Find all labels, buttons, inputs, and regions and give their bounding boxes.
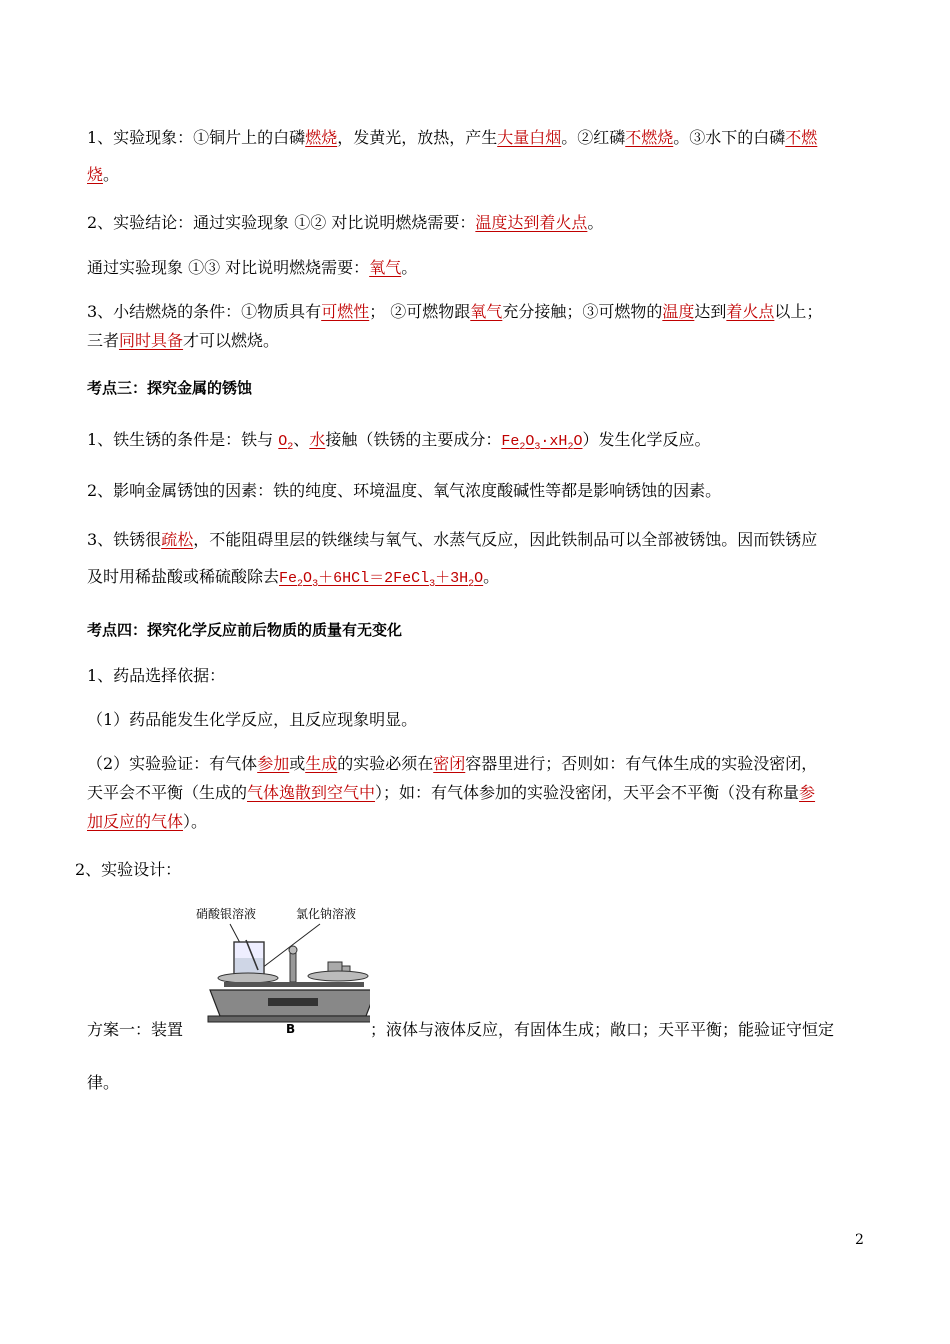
answer: 密闭 — [433, 754, 466, 773]
text: 3、小结燃烧的条件：①物质具有 — [87, 302, 322, 321]
rust-formula: $Fe_2O_3\cdot xH_2O$ — [501, 433, 583, 453]
answer: $O_2$ — [278, 433, 294, 453]
answer: 燃烧 — [305, 128, 338, 147]
s4-line-3 — [87, 754, 817, 774]
section-heading-3: 考点三：探究金属的锈蚀 — [87, 379, 253, 397]
s1-line-6 — [87, 331, 279, 351]
s4-line-6: 2、实验设计： — [75, 860, 182, 879]
answer: 疏松 — [161, 530, 194, 549]
text: ；液体与液体反应，有固体生成；敞口；天平平衡；能验证守恒定 — [370, 1020, 835, 1039]
s4-line-7-left — [87, 1020, 183, 1040]
answer: 气体逸散到空气中 — [247, 783, 376, 802]
figure-label-silver-nitrate: 硝酸银溶液 — [196, 907, 257, 921]
answer: 着火点 — [726, 302, 775, 321]
answer: 同时具备 — [119, 331, 184, 350]
s4-line-1: 1、药品选择依据： — [87, 666, 226, 685]
text: 。 — [587, 213, 604, 232]
text: ； ②可燃物跟 — [369, 302, 471, 321]
text: ）发生化学反应。 — [582, 430, 711, 449]
text: 3、铁锈很 — [87, 530, 162, 549]
section-heading-4: 考点四：探究化学反应前后物质的质量有无变化 — [87, 621, 403, 639]
s1-line-4 — [87, 258, 417, 278]
answer: 可燃性 — [321, 302, 370, 321]
s4-line-4 — [87, 783, 815, 803]
balance-illustration — [190, 920, 370, 1040]
page-number: 2 — [855, 1232, 864, 1248]
text: ）。 — [183, 812, 208, 831]
answer: 参加 — [257, 754, 290, 773]
answer: 温度 — [662, 302, 695, 321]
s4-line-7-right — [370, 1020, 834, 1040]
text: 接触（铁锈的主要成分： — [325, 430, 502, 449]
answer: 水 — [309, 430, 326, 449]
text: 1、铁生锈的条件是：铁与 — [87, 430, 279, 449]
text: ，发黄光，放热，产生 — [337, 128, 498, 147]
text: 才可以燃烧。 — [183, 331, 280, 350]
text: 容器里进行；否则如：有气体生成的实验没密闭， — [465, 754, 818, 773]
text: ，不能阻碍里层的铁继续与氧气、水蒸气反应，因此铁制品可以全部被锈蚀。因而铁锈应 — [193, 530, 818, 549]
s4-line-8: 律。 — [87, 1073, 120, 1092]
rust-removal-equation: $Fe_2O_3+6HCl=2FeCl_3+3H_2O$ — [279, 570, 484, 590]
balance-figure — [190, 900, 370, 1040]
text: 。 — [401, 258, 418, 277]
answer: 烧 — [87, 165, 104, 184]
text: 。 — [103, 165, 120, 184]
s1-line-3 — [87, 213, 603, 233]
text: 2、实验结论：通过实验现象 ①② 对比说明燃烧需要： — [87, 213, 476, 232]
text: 以上； — [774, 302, 823, 321]
text: 及时用稀盐酸或稀硫酸除去 — [87, 567, 280, 586]
text: 或 — [289, 754, 306, 773]
answer: 氧气 — [470, 302, 503, 321]
answer: 不燃 — [785, 128, 818, 147]
s4-line-2: （1）药品能发生化学反应，且反应现象明显。 — [87, 710, 418, 729]
text: （2）实验验证：有气体 — [87, 754, 258, 773]
figure-label-b: B — [286, 1022, 296, 1036]
s1-line-2 — [87, 165, 119, 185]
answer: 生成 — [305, 754, 338, 773]
answer: 加反应的气体 — [87, 812, 184, 831]
answer: 大量白烟 — [497, 128, 562, 147]
figure-label-sodium-chloride: 氯化钠溶液 — [296, 907, 357, 921]
s4-line-5 — [87, 812, 207, 832]
text: 达到 — [694, 302, 727, 321]
text: 三者 — [87, 331, 120, 350]
s1-line-5 — [87, 302, 822, 322]
text: 。③水下的白磷 — [673, 128, 786, 147]
text: 。 — [483, 567, 500, 586]
answer: 不燃烧 — [625, 128, 674, 147]
s3-line-1 — [87, 430, 710, 452]
answer: 温度达到着火点 — [475, 213, 588, 232]
text: 通过实验现象 ①③ 对比说明燃烧需要： — [87, 258, 370, 277]
s3-line-3 — [87, 530, 817, 550]
answer: 氧气 — [369, 258, 402, 277]
answer: 参 — [799, 783, 816, 802]
text: ）；如：有气体参加的实验没密闭，天平会不平衡（没有称量 — [375, 783, 800, 802]
s3-line-4 — [87, 567, 499, 589]
s3-line-2: 2、影响金属锈蚀的因素：铁的纯度、环境温度、氧气浓度酸碱性等都是影响锈蚀的因素。 — [87, 481, 722, 500]
text: 方案一：装置 — [87, 1020, 184, 1039]
text: 。②红磷 — [561, 128, 626, 147]
text: 天平会不平衡（生成的 — [87, 783, 248, 802]
s1-line-1 — [87, 128, 817, 148]
text: 充分接触；③可燃物的 — [502, 302, 663, 321]
text: 1、实验现象：①铜片上的白磷 — [87, 128, 306, 147]
text: 、 — [293, 430, 310, 449]
text: 的实验必须在 — [337, 754, 434, 773]
